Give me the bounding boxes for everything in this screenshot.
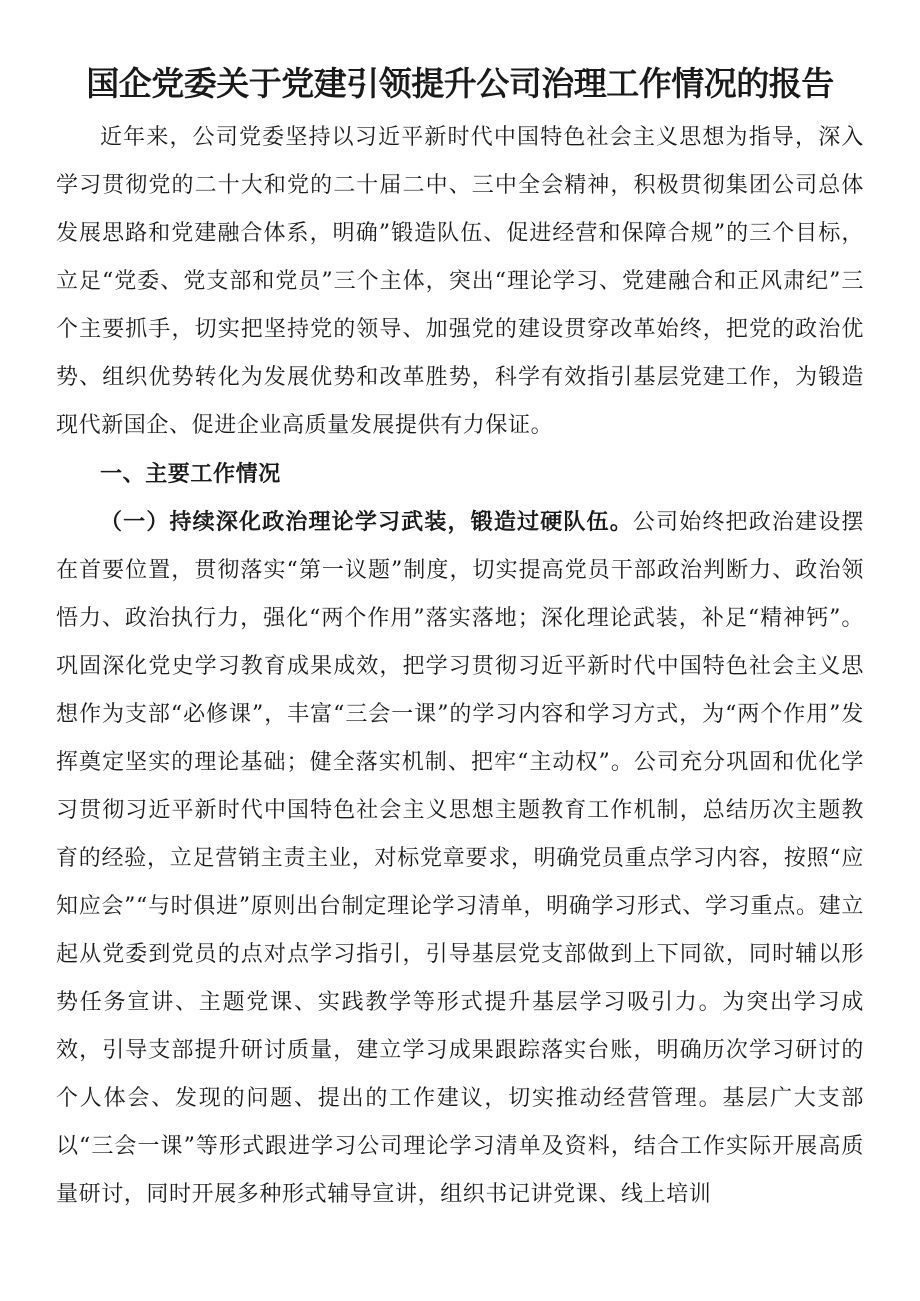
document-title: 国企党委关于党建引领提升公司治理工作情况的报告 bbox=[86, 64, 834, 103]
section-heading-main-work: 一、主要工作情况 bbox=[100, 461, 281, 487]
subsection-paragraph-political-study bbox=[56, 498, 864, 1219]
subsection-body-text: 公司始终把政治建设摆在首要位置，贯彻落实“第一议题”制度，切实提高党员干部政治判断力、政治领悟力、政治执行力，强化“两个作用”落实落地；深化理论武装，补足“精神钙”。巩固深化党史学习教育成果成效，把学习贯彻习近平新时代中国特色社会主义思想作为支部“必修课”，丰富“三会一课”的学习内容和学习方式，为“两个作用”发挥奠定坚实的理论基础；健全落实机制、把牢“主动权”。公司充分巩固和优化学习贯彻习近平新时代中国特色社会主义思想主题教育工作机制，总结历次主题教育的经验，立足营销主责主业，对标党章要求，明确党员重点学习内容，按照“应知应会”“与时俱进”原则出台制定理论学习清单，明确学习形式、学习重点。建立起从党委到党员的点对点学习指引，引导基层党支部做到上下同欲，同时辅以形势任务宣讲、主题党课、实践教学等形式提升基层学习吸引力。为突出学习成效，引导支部提升研讨质量，建立学习成果跟踪落实台账，明确历次学习研讨的个人体会、发现的问题、提出的工作建议，切实推动经营管理。基层广大支部以“三会一课”等形式跟进学习公司理论学习清单及资料，结合工作实际开展高质量研讨，同时开展多种形式辅导宣讲，组织书记讲党课、线上培训 bbox=[56, 510, 864, 1207]
intro-paragraph: 近年来，公司党委坚持以习近平新时代中国特色社会主义思想为指导，深入学习贯彻党的二十大和党的二十届二中、三中全会精神，积极贯彻集团公司总体发展思路和党建融合体系，明确”锻造队伍、促进经营和保障合规”的三个目标，立足“党委、党支部和党员”三个主体，突出“理论学习、党建融合和正风肃纪”三个主要抓手，切实把坚持党的领导、加强党的建设贯穿改革始终，把党的政治优势、组织优势转化为发展优势和改革胜势，科学有效指引基层党建工作，为锻造现代新国企、促进企业高质量发展提供有力保证。 bbox=[56, 125, 864, 438]
subsection-lead-text: （一）持续深化政治理论学习武装，锻造过硬队伍。 bbox=[100, 509, 633, 535]
